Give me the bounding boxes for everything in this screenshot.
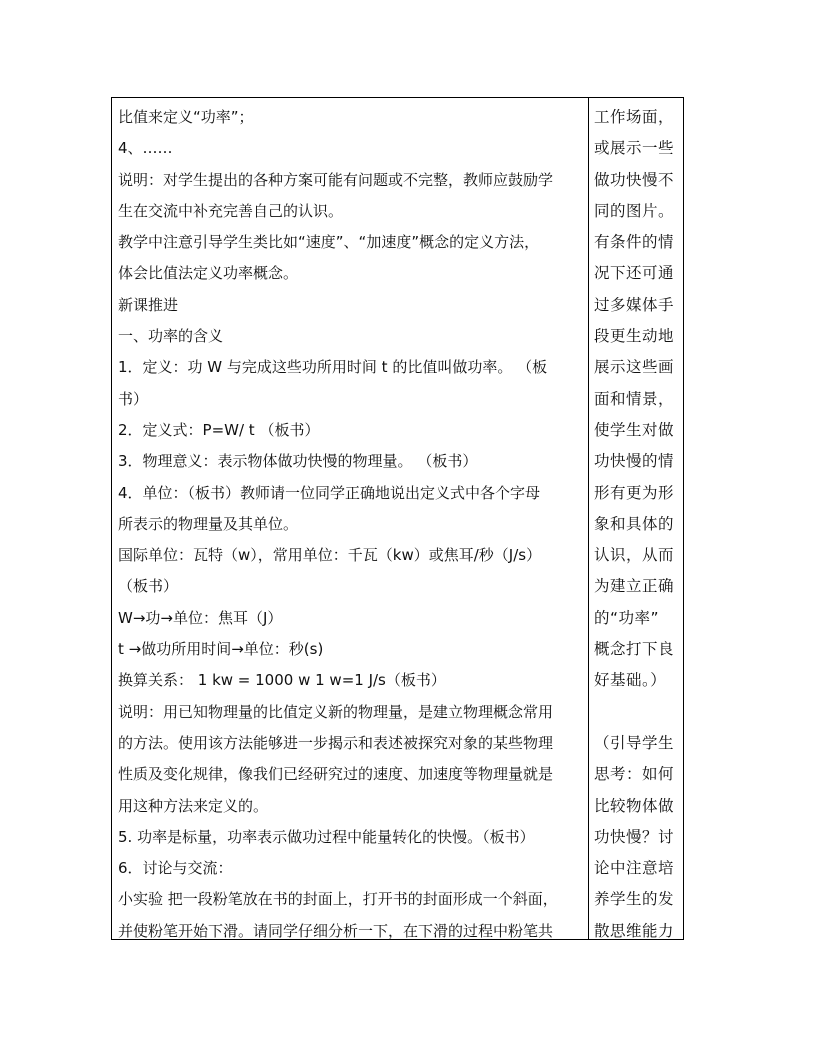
note-line: 形有更为形 [594, 483, 675, 502]
note-line: 段更生动地 [594, 327, 675, 346]
note-line: 论中注意培 [594, 859, 675, 878]
text-line: 4、…… [118, 139, 173, 158]
text-line: （板书） [118, 577, 179, 596]
note-line: 好基础。） [594, 671, 667, 690]
text-line: 生在交流中补充完善自己的认识。 [118, 201, 344, 220]
note-line: 功快慢？讨 [594, 827, 675, 846]
text-line: 小实验 把一段粉笔放在书的封面上，打开书的封面形成一个斜面， [118, 890, 558, 909]
text-line: 所表示的物理量及其单位。 [118, 514, 299, 533]
note-line: 使学生对做 [594, 420, 675, 439]
text-line: 并使粉笔开始下滑。请同学仔细分析一下，在下滑的过程中粉笔共 [118, 921, 554, 940]
text-line: 说明：对学生提出的各种方案可能有问题或不完整，教师应鼓励学 [118, 170, 554, 189]
column-divider [588, 98, 589, 939]
note-line: 功快慢的情 [594, 452, 675, 471]
note-line: 况下还可通 [594, 264, 675, 283]
note-line: 面和情景， [594, 389, 675, 408]
note-line: 散思维能力 [594, 921, 675, 940]
note-line: 展示这些画 [594, 358, 675, 377]
note-line: （引导学生 [594, 733, 675, 752]
teaching-content-column [118, 102, 584, 947]
text-line: 比值来定义“功率”； [118, 108, 254, 126]
note-line: 过多媒体手 [594, 295, 675, 314]
note-line: 象和具体的 [594, 514, 675, 533]
lesson-table [111, 97, 684, 940]
note-line: 思考：如何 [594, 765, 675, 784]
text-line: 5. 功率是标量，功率表示做功过程中能量转化的快慢。（板书） [118, 827, 535, 846]
text-line: 性质及变化规律，像我们已经研究过的速度、加速度等物理量就是 [118, 765, 554, 784]
note-line: 工作场面， [594, 108, 675, 126]
text-line: 国际单位：瓦特（w），常用单位：千瓦（kw）或焦耳/秒（J/s） [118, 546, 542, 565]
note-line: 做功快慢不 [594, 170, 675, 189]
note-line: 同的图片。 [594, 201, 675, 220]
note-line: 为建立正确 [594, 577, 675, 596]
text-line: 说明：用已知物理量的比值定义新的物理量，是建立物理概念常用 [118, 702, 554, 721]
note-line: 有条件的情 [594, 233, 675, 252]
text-line: W→功→单位：焦耳（J） [118, 608, 283, 627]
text-line: t →做功所用时间→单位：秒(s) [118, 640, 324, 659]
text-line: 4．单位：（板书）教师请一位同学正确地说出定义式中各个字母 [118, 483, 541, 502]
note-line: 养学生的发 [594, 890, 675, 909]
note-line: 比较物体做 [594, 796, 675, 815]
formula-line: 2．定义式：P=W/ t （板书） [118, 420, 320, 439]
note-line [594, 697, 682, 728]
text-line: 用这种方法来定义的。 [118, 796, 269, 815]
text-line: 体会比值法定义功率概念。 [118, 264, 299, 283]
note-line: 认识，从而 [594, 546, 675, 565]
text-line: 书） [118, 389, 149, 408]
section-heading: 新课推进 [118, 295, 179, 314]
text-line: 3．物理意义：表示物体做功快慢的物理量。 （板书） [118, 452, 478, 471]
text-line: 的方法。使用该方法能够进一步揭示和表述被探究对象的某些物理 [118, 733, 554, 752]
text-line: 6．讨论与交流： [118, 859, 233, 878]
note-line: 或展示一些 [594, 139, 675, 158]
conversion-line: 换算关系： 1 kw = 1000 w 1 w=1 J/s（板书） [118, 671, 446, 690]
text-line: 教学中注意引导学生类比如“速度”、“加速度”概念的定义方法， [118, 233, 540, 252]
note-line: 概念打下良 [594, 640, 675, 659]
section-heading: 一、功率的含义 [118, 327, 224, 346]
text-line: 1．定义：功 W 与完成这些功所用时间 t 的比值叫做功率。 （板 [118, 358, 548, 377]
note-line: 的“功率” [594, 608, 660, 627]
design-notes-column [594, 102, 682, 947]
